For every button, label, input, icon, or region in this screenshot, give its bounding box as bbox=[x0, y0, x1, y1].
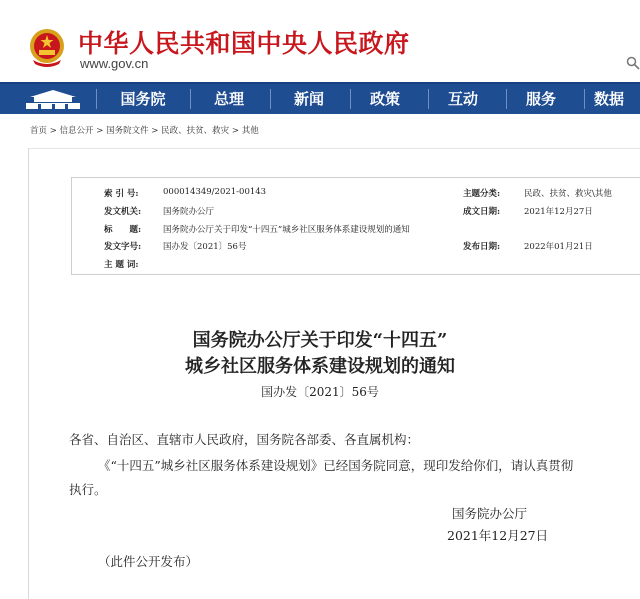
signature: 国务院办公厅 bbox=[452, 506, 528, 521]
nav-divider bbox=[584, 89, 585, 109]
breadcrumb-home[interactable]: 首页 bbox=[30, 126, 48, 136]
nav-item-interaction[interactable]: 互动 bbox=[447, 90, 478, 108]
site-header bbox=[0, 0, 640, 82]
breadcrumb-state-council-docs[interactable]: 国务院文件 bbox=[106, 126, 149, 136]
publication-note: （此件公开发布） bbox=[98, 554, 199, 569]
nav-divider bbox=[350, 89, 351, 109]
index-label: 索 引 号: bbox=[104, 189, 139, 199]
salutation: 各省、自治区、直辖市人民政府，国务院各部委、各直属机构： bbox=[69, 432, 420, 447]
breadcrumb-separator: > bbox=[47, 126, 60, 136]
category-value: 民政、扶贫、救灾\其他 bbox=[524, 189, 612, 199]
nav-item-state-council[interactable]: 国务院 bbox=[120, 90, 166, 108]
search-icon[interactable] bbox=[626, 56, 640, 70]
index-value: 000014349/2021-00143 bbox=[163, 187, 267, 197]
title-value: 国务院办公厅关于印发“十四五”城乡社区服务体系建设规划的通知 bbox=[163, 225, 410, 235]
nav-divider bbox=[428, 89, 429, 109]
breadcrumb-separator: > bbox=[93, 126, 107, 136]
national-emblem-icon[interactable] bbox=[27, 26, 67, 68]
document-title-line1: 国务院办公厅关于印发“十四五” bbox=[192, 330, 448, 351]
nav-divider bbox=[96, 89, 97, 109]
published-date-value: 2022年01月21日 bbox=[524, 242, 593, 252]
issuer-value: 国务院办公厅 bbox=[163, 207, 215, 217]
docno-value: 国办发〔2021〕56号 bbox=[163, 242, 247, 252]
document-number: 国办发〔2021〕56号 bbox=[261, 385, 379, 399]
body-paragraph-line2: 执行。 bbox=[69, 482, 107, 497]
site-url[interactable]: www.gov.cn bbox=[80, 56, 149, 71]
tiananmen-icon[interactable] bbox=[18, 86, 88, 112]
published-date-label: 发布日期: bbox=[463, 242, 501, 252]
nav-item-data[interactable]: 数据 bbox=[594, 90, 625, 108]
breadcrumb-other[interactable]: 其他 bbox=[241, 126, 259, 136]
nav-item-service[interactable]: 服务 bbox=[525, 90, 556, 108]
breadcrumb-civil-affairs[interactable]: 民政、扶贫、救灾 bbox=[161, 126, 230, 136]
title-label: 标 题: bbox=[104, 225, 142, 235]
nav-divider bbox=[506, 89, 507, 109]
nav-item-policy[interactable]: 政策 bbox=[369, 90, 400, 108]
document-title-line2: 城乡社区服务体系建设规划的通知 bbox=[185, 356, 455, 377]
nav-item-premier[interactable]: 总理 bbox=[213, 90, 244, 108]
body-paragraph-line1: 《“十四五”城乡社区服务体系建设规划》已经国务院同意，现印发给你们，请认真贯彻 bbox=[98, 458, 574, 473]
created-date-value: 2021年12月27日 bbox=[524, 207, 593, 217]
docno-label: 发文字号: bbox=[104, 242, 142, 252]
breadcrumb-separator: > bbox=[229, 126, 242, 136]
site-title[interactable]: 中华人民共和国中央人民政府 bbox=[78, 29, 410, 58]
nav-divider bbox=[270, 89, 271, 109]
nav-divider bbox=[190, 89, 191, 109]
issuer-label: 发文机关: bbox=[104, 207, 142, 217]
created-date-label: 成文日期: bbox=[463, 207, 501, 217]
nav-item-news[interactable]: 新闻 bbox=[293, 90, 324, 108]
keywords-label: 主 题 词: bbox=[104, 260, 139, 270]
breadcrumb-info-disclosure[interactable]: 信息公开 bbox=[59, 126, 94, 136]
category-label: 主题分类: bbox=[463, 189, 501, 199]
signature-date: 2021年12月27日 bbox=[447, 528, 549, 543]
breadcrumb-separator: > bbox=[148, 126, 162, 136]
breadcrumb bbox=[30, 124, 259, 136]
main-nav bbox=[0, 82, 640, 114]
